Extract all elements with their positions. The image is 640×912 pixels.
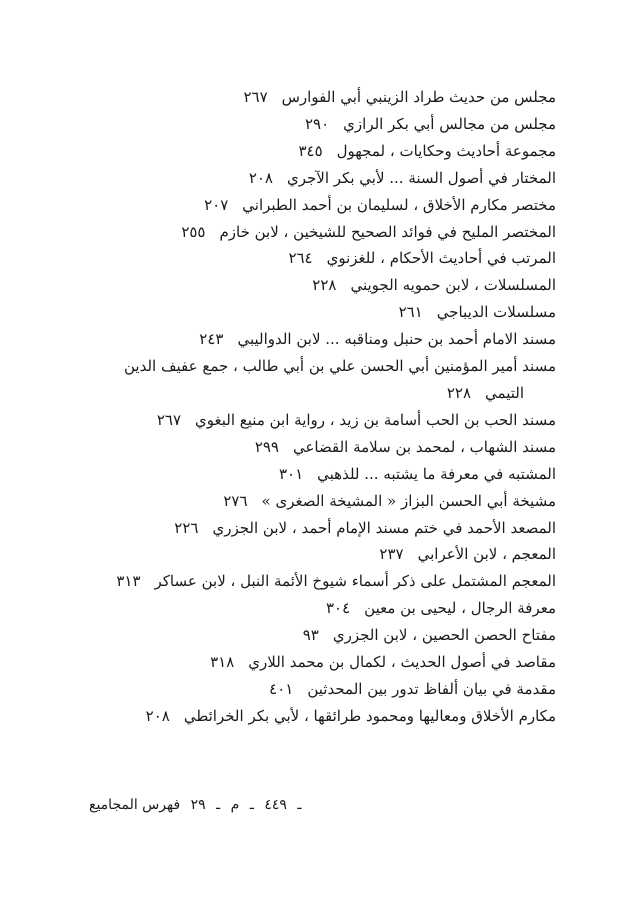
entry-page-number: ٣١٣ — [116, 572, 141, 591]
entry-title: مجموعة أحاديث وحكايات ، لمجهول — [336, 141, 556, 160]
entry-title: مسلسلات الديباجي — [436, 303, 556, 322]
entry-page-number: ٣١٨ — [210, 653, 235, 672]
entry-page-number: ٢٤٣ — [199, 330, 224, 349]
index-entry — [86, 299, 556, 326]
entry-title: المختصر المليح في فوائد الصحيح للشيخين ، لابن خازم — [219, 222, 556, 241]
index-entry — [86, 245, 556, 272]
index-entry — [86, 461, 556, 488]
index-entry — [86, 649, 556, 676]
footer-dash: ـ — [249, 797, 254, 813]
entry-page-number: ٢٩٩ — [254, 437, 279, 456]
index-entry — [86, 192, 556, 219]
entry-page-number: ٤٠١ — [269, 679, 294, 698]
entry-title: مجلس من مجالس أبي بكر الرازي — [343, 114, 556, 133]
entry-page-number: ٢٦٤ — [288, 249, 313, 268]
index-entry-continuation — [86, 380, 556, 407]
entry-title: مجلس من حديث طراد الزينبي أبي الفوارس — [281, 88, 556, 106]
index-entry — [86, 219, 556, 246]
entry-page-number: ٢٧٦ — [223, 491, 248, 510]
entry-title: المعجم ، لابن الأعرابي — [417, 545, 556, 564]
entry-page-number: ٢٦٧ — [156, 410, 182, 429]
entry-title: المسلسلات ، لابن حمويه الجويني — [350, 276, 556, 295]
entry-title: المرتب في أحاديث الأحكام ، للغزنوي — [326, 249, 556, 268]
entry-title: المختار في أصول السنة ... لأبي بكر الآجري — [286, 168, 556, 187]
index-entry — [86, 165, 556, 192]
running-title: فهرس المجاميع — [89, 797, 181, 813]
index-entry — [86, 272, 556, 299]
signature-number: ٢٩ — [190, 797, 206, 813]
entry-title: معرفة الرجال ، ليحيى بن معين — [364, 599, 556, 618]
index-entry — [86, 407, 556, 434]
index-entry — [86, 111, 556, 138]
entry-page-number: ٢٦٧ — [243, 88, 268, 106]
index-list — [86, 84, 556, 730]
index-entry — [86, 84, 556, 111]
entry-page-number: ٢٠٧ — [204, 195, 229, 214]
index-entry — [86, 568, 556, 595]
entry-title: مسند الشهاب ، لمحمد بن سلامة القضاعي — [292, 437, 556, 456]
page-footer — [86, 797, 556, 813]
entry-page-number: ٢٣٧ — [379, 545, 404, 564]
entry-page-number: ٢٢٨ — [312, 276, 337, 295]
entry-title: مقدمة في بيان ألفاظ تدور بين المحدثين — [307, 679, 556, 698]
entry-title: مسند الامام أحمد بن حنبل ومناقبه ... لابن الدواليبي — [237, 330, 556, 349]
entry-title: مقاصد في أصول الحديث ، لكمال بن محمد اللاري — [248, 653, 556, 672]
index-entry — [86, 595, 556, 622]
entry-page-number: ٢٥٥ — [181, 222, 206, 241]
entry-title: المشتبه في معرفة ما يشتبه ... للذهبي — [317, 464, 556, 483]
entry-title: مكارم الأخلاق ومعاليها ومحمود طرائقها ، لأبي بكر الخرائطي — [183, 706, 556, 725]
entry-title: المصعد الأحمد في ختم مسند الإمام أحمد ، لابن الجزري — [212, 518, 556, 537]
index-entry — [86, 703, 556, 730]
footer-dash: ـ — [216, 797, 221, 813]
entry-page-number: ٩٣ — [302, 626, 319, 645]
entry-title: المعجم المشتمل على ذكر أسماء شيوخ الأئمة النبل ، لابن عساكر — [154, 572, 556, 591]
entry-title: مشيخة أبي الحسن البزاز « المشيخة الصغرى » — [261, 491, 556, 510]
index-entry — [86, 676, 556, 703]
entry-page-number: ٢٠٨ — [248, 168, 273, 187]
index-entry — [86, 353, 556, 380]
index-entry — [86, 541, 556, 568]
entry-title-continuation: التيمي — [485, 383, 524, 402]
entry-title: مسند الحب بن الحب أسامة بن زيد ، رواية ابن منيع البغوي — [195, 410, 556, 429]
entry-page-number: ٣٤٥ — [298, 141, 323, 160]
entry-page-number: ٢٢٦ — [174, 518, 199, 537]
index-entry — [86, 138, 556, 165]
index-entry — [86, 326, 556, 353]
entry-page-number: ٣٠٤ — [326, 599, 351, 618]
index-entry — [86, 622, 556, 649]
entry-page-number: ٢٢٨ — [446, 383, 472, 402]
index-entry — [86, 488, 556, 515]
signature-letter: م — [230, 797, 240, 813]
entry-title: مسند أمير المؤمنين أبي الحسن علي بن أبي طالب ، جمع عفيف الدين — [124, 357, 556, 376]
entry-page-number: ٢٦١ — [398, 303, 423, 322]
entry-page-number: ٣٠١ — [278, 464, 304, 483]
index-entry — [86, 434, 556, 461]
entry-title: مفتاح الحصن الحصين ، لابن الجزري — [332, 626, 556, 645]
entry-page-number: ٢٩٠ — [305, 114, 330, 133]
entry-page-number: ٢٠٨ — [145, 706, 170, 725]
footer-dash: ـ — [297, 797, 302, 813]
page-number: ٤٤٩ — [264, 797, 287, 813]
index-entry — [86, 515, 556, 542]
entry-title: مختصر مكارم الأخلاق ، لسليمان بن أحمد الطبراني — [242, 195, 556, 214]
